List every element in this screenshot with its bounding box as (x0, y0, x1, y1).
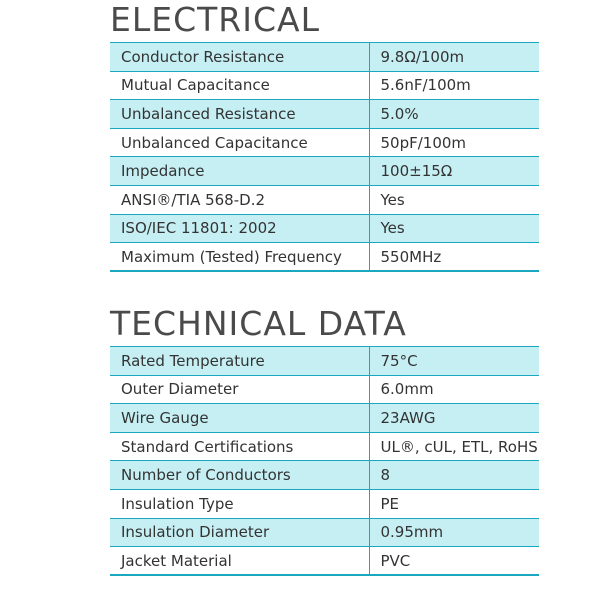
electrical-table (110, 42, 539, 272)
spec-label: Number of Conductors (110, 461, 369, 490)
spec-label: ISO/IEC 11801: 2002 (110, 214, 369, 243)
technical-data-title: TECHNICAL DATA (110, 304, 407, 343)
spec-label: Jacket Material (110, 547, 369, 576)
table-row (110, 185, 539, 214)
table-row (110, 347, 539, 376)
electrical-title: ELECTRICAL (110, 0, 320, 39)
spec-value: 550MHz (369, 243, 539, 272)
spec-value: 100±15Ω (369, 157, 539, 186)
table-row (110, 100, 539, 129)
spec-label: Standard Certifications (110, 432, 369, 461)
spec-label: Wire Gauge (110, 404, 369, 433)
spec-value: 9.8Ω/100m (369, 43, 539, 72)
technical-data-table (110, 346, 539, 576)
spec-label: Conductor Resistance (110, 43, 369, 72)
spec-label: Outer Diameter (110, 375, 369, 404)
spec-label: ANSI®/TIA 568-D.2 (110, 185, 369, 214)
table-row (110, 128, 539, 157)
table-row (110, 461, 539, 490)
table-row (110, 489, 539, 518)
table-row (110, 432, 539, 461)
table-row (110, 43, 539, 72)
spec-value: Yes (369, 214, 539, 243)
spec-value: Yes (369, 185, 539, 214)
spec-label: Impedance (110, 157, 369, 186)
table-row (110, 404, 539, 433)
table-row (110, 547, 539, 576)
spec-label: Unbalanced Resistance (110, 100, 369, 129)
table-row (110, 157, 539, 186)
spec-value: UL®, cUL, ETL, RoHS (369, 432, 539, 461)
spec-value: 75°C (369, 347, 539, 376)
spec-label: Insulation Diameter (110, 518, 369, 547)
spec-value: 0.95mm (369, 518, 539, 547)
spec-label: Rated Temperature (110, 347, 369, 376)
spec-value: 5.6nF/100m (369, 71, 539, 100)
spec-value: 5.0% (369, 100, 539, 129)
table-row (110, 243, 539, 272)
spec-value: 23AWG (369, 404, 539, 433)
spec-label: Unbalanced Capacitance (110, 128, 369, 157)
table-row (110, 518, 539, 547)
spec-value: 8 (369, 461, 539, 490)
table-row (110, 375, 539, 404)
spec-label: Mutual Capacitance (110, 71, 369, 100)
spec-label: Insulation Type (110, 489, 369, 518)
spec-value: 6.0mm (369, 375, 539, 404)
spec-value: PE (369, 489, 539, 518)
spec-label: Maximum (Tested) Frequency (110, 243, 369, 272)
table-row (110, 71, 539, 100)
spec-value: PVC (369, 547, 539, 576)
spec-value: 50pF/100m (369, 128, 539, 157)
table-row (110, 214, 539, 243)
